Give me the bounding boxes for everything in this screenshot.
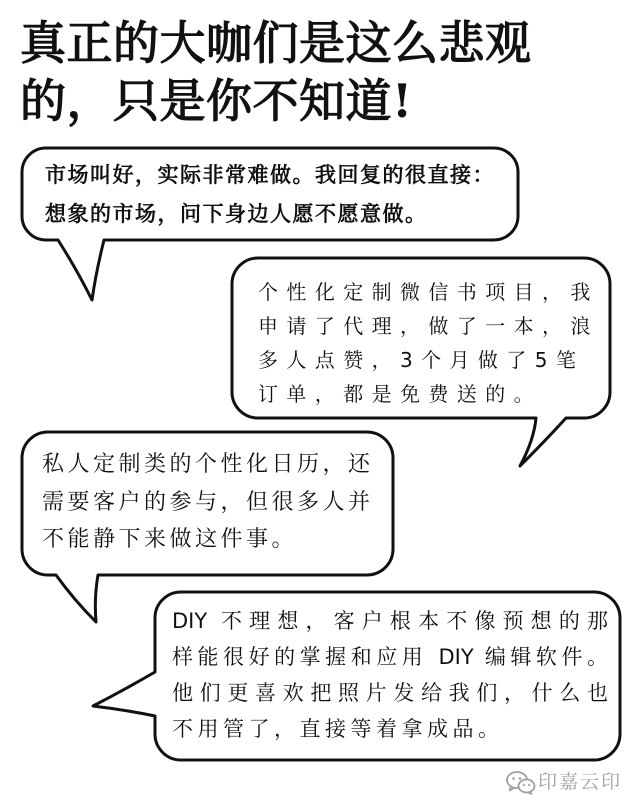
- bubble-1-line: 市场叫好，实际非常难做。我回复的很直接：: [45, 162, 495, 187]
- bubble-2-line: 申请了代理，做了一本，浪: [258, 314, 599, 338]
- wechat-icon: [506, 771, 536, 795]
- speech-bubble-1-text: [45, 155, 495, 233]
- bubble-4-line: 他们更喜欢把照片发给我们，什么也: [172, 681, 608, 705]
- bubble-4-line: 样能很好的掌握和应用 DIY 编辑软件。: [172, 645, 608, 669]
- bubble-3-line: 需要客户的参与，但很多人并: [42, 489, 374, 515]
- speech-bubble-4-text: [172, 603, 608, 747]
- bubble-1-line: 想象的市场，问下身边人愿不愿意做。: [45, 201, 428, 226]
- bubble-2-line: 个性化定制微信书项目，我: [258, 280, 599, 304]
- title-line-2: 的，只是你不知道!: [20, 74, 413, 128]
- speech-bubble-2-text: [258, 275, 599, 411]
- bubble-3-line: 私人定制类的个性化日历，还: [42, 452, 374, 477]
- bubble-3-line: 不能静下来做这件事。: [42, 527, 298, 552]
- bubble-4-line: 不用管了，直接等着拿成品。: [172, 717, 504, 741]
- speech-bubble-3-text: [42, 446, 374, 559]
- bubble-4-line: DIY 不理想，客户根本不像预想的那: [172, 609, 608, 633]
- bubble-2-line: 多人点赞，3个月做了5笔: [258, 348, 585, 372]
- title-line-1: 真正的大咖们是这么悲观: [20, 16, 532, 70]
- bubble-2-line: 订单，都是免费送的。: [258, 382, 542, 406]
- watermark-text: 印嘉云印: [538, 771, 623, 793]
